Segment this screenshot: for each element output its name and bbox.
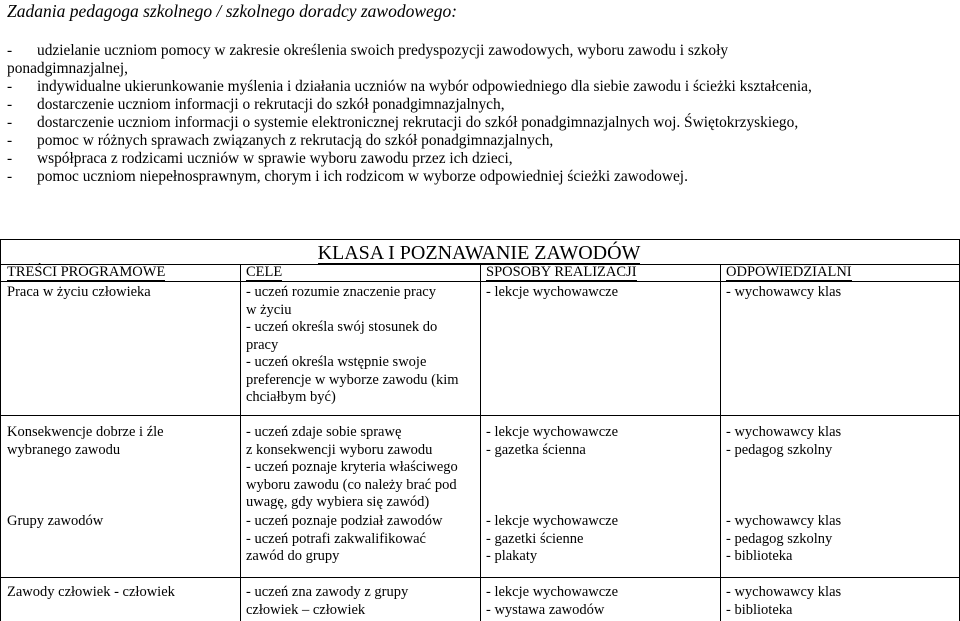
table-row-1-topic: Praca w życiu człowieka <box>7 284 151 300</box>
table-row-1-methods: - lekcje wychowawcze <box>486 284 619 300</box>
bullet-dash: - <box>7 96 13 113</box>
list-item-text: dostarczenie uczniom informacji o systemie elektronicznej rekrutacji do szkół ponadgimnazjalnych woj. Świętokrzyskiego, <box>37 114 799 131</box>
table-row-4-responsible: - wychowawcy klas - biblioteka <box>726 584 842 618</box>
bullet-dash: - <box>7 150 13 167</box>
list-item <box>7 78 953 96</box>
list-item <box>7 168 953 186</box>
bullet-dash: - <box>7 168 13 185</box>
list-item <box>7 132 953 150</box>
row-divider-2 <box>0 577 960 578</box>
intro-title: Zadania pedagoga szkolnego / szkolnego doradcy zawodowego: <box>7 1 458 21</box>
table-row-4-goals: - uczeń zna zawody z grupy człowiek – człowiek <box>246 584 409 618</box>
table-row-3-topic: Grupy zawodów <box>7 513 104 529</box>
table-row-2-responsible: - wychowawcy klas - pedagog szkolny <box>726 424 842 458</box>
table-row-3-goals: - uczeń poznaje podział zawodów - uczeń potrafi zakwalifikować zawód do grupy <box>246 513 443 564</box>
table-row-3-responsible: - wychowawcy klas - pedagog szkolny - biblioteka <box>726 513 842 564</box>
list-item-text: ponadgimnazjalnej, <box>7 60 128 77</box>
table-row-1-responsible: - wychowawcy klas <box>726 284 842 300</box>
table-title-text: KLASA I POZNAWANIE ZAWODÓW <box>317 242 641 264</box>
bullet-dash: - <box>7 42 13 59</box>
list-item-text: indywidualne ukierunkowanie myślenia i działania uczniów na wybór odpowiedniego dla siebie zawodu i ścieżki kształcenia, <box>37 78 812 95</box>
list-item <box>7 150 953 168</box>
column-header-responsible: ODPOWIEDZIALNI <box>726 264 852 280</box>
column-divider-2 <box>480 264 481 621</box>
table-row-1-goals: - uczeń rozumie znaczenie pracy w życiu - uczeń określa swój stosunek do pracy - uczeń określa wstępnie swoje preferencje w wyborze zawodu (kim chciałbym być) <box>246 284 459 405</box>
list-item-text: udzielanie uczniom pomocy w zakresie określenia swoich predyspozycji zawodowych, wyboru zawodu i szkoły <box>37 42 729 59</box>
bullet-dash: - <box>7 132 13 149</box>
column-header-methods: SPOSOBY REALIZACJI <box>486 264 637 280</box>
list-item-continuation <box>7 60 953 78</box>
table-row-4-topic: Zawody człowiek - człowiek <box>7 584 175 600</box>
table-title <box>0 242 960 264</box>
list-item <box>7 96 953 114</box>
column-header-goals: CELE <box>246 264 283 280</box>
column-header-content: TREŚCI PROGRAMOWE <box>7 264 166 280</box>
duties-list <box>7 42 953 186</box>
table-border-left <box>0 239 1 621</box>
table-border-top <box>0 239 960 240</box>
table-row-3-methods: - lekcje wychowawcze - gazetki ścienne - plakaty <box>486 513 619 564</box>
list-item-text: pomoc w różnych sprawach związanych z rekrutacją do szkół ponadgimnazjalnych, <box>37 132 554 149</box>
bullet-dash: - <box>7 114 13 131</box>
list-item <box>7 114 953 132</box>
row-divider-1 <box>0 415 960 416</box>
list-item <box>7 42 953 60</box>
list-item-text: współpraca z rodzicami uczniów w sprawie wyboru zawodu przez ich dzieci, <box>37 150 513 167</box>
table-row-4-methods: - lekcje wychowawcze - wystawa zawodów <box>486 584 619 618</box>
column-divider-1 <box>240 264 241 621</box>
column-divider-3 <box>720 264 721 621</box>
table-row-2-goals: - uczeń zdaje sobie sprawę z konsekwencji wyboru zawodu - uczeń poznaje kryteria właściwego wyboru zawodu (co należy brać pod uwagę, gdy wybiera się zawód) <box>246 424 458 510</box>
list-item-text: dostarczenie uczniom informacji o rekrutacji do szkół ponadgimnazjalnych, <box>37 96 505 113</box>
bullet-dash: - <box>7 78 13 95</box>
table-row-2-topic: Konsekwencje dobrze i źle wybranego zawodu <box>7 424 164 458</box>
list-item-text: pomoc uczniom niepełnosprawnym, chorym i ich rodzicom w wyborze odpowiedniej ścieżki zawodowej. <box>37 168 688 185</box>
table-row-2-methods: - lekcje wychowawcze - gazetka ścienna <box>486 424 619 458</box>
